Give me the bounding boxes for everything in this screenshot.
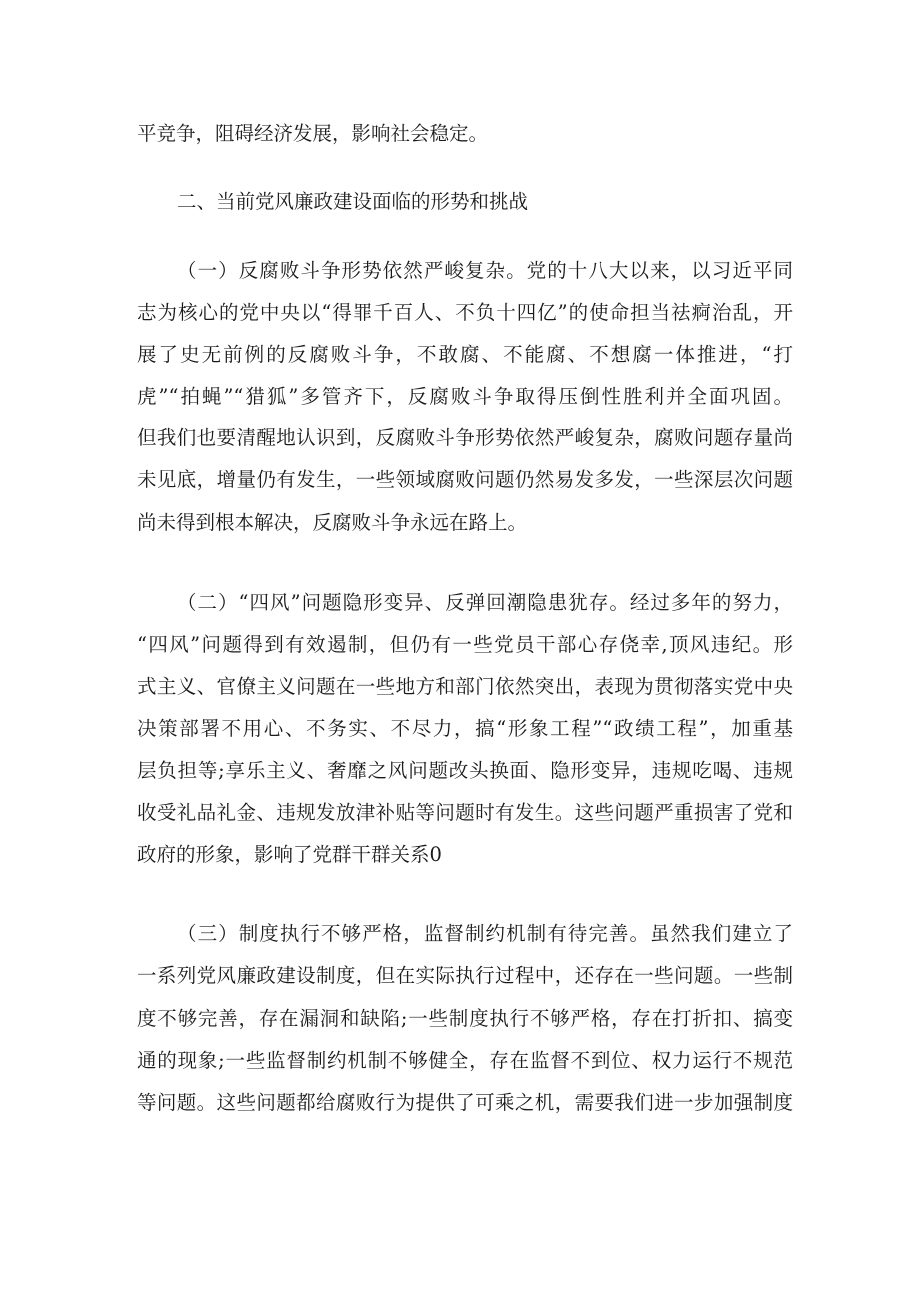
paragraph-line: 收受礼品礼金、违规发放津补贴等问题时有发生。这些问题严重损害了党和 bbox=[137, 801, 793, 824]
paragraph-line: （一）反腐败斗争形势依然严峻复杂。党的十八大以来，以习近平同 bbox=[177, 259, 793, 282]
paragraph-line: 通的现象;一些监督制约机制不够健全，存在监督不到位、权力运行不规范 bbox=[137, 1049, 793, 1072]
paragraph-line: 政府的形象，影响了党群干群关系0 bbox=[137, 843, 442, 866]
paragraph-line: “四风”问题得到有效遏制，但仍有一些党员干部心存侥幸,顶风违纪。形 bbox=[137, 633, 793, 656]
paragraph-line: 平竞争，阻碍经济发展，影响社会稳定。 bbox=[137, 122, 489, 145]
paragraph-line: 虎”“拍蝇”“猎狐”多管齐下，反腐败斗争取得压倒性胜利并全面巩固。 bbox=[137, 385, 793, 408]
section-heading: 二、当前党风廉政建设面临的形势和挑战 bbox=[177, 190, 529, 213]
paragraph-line: （二）“四风”问题隐形变异、反弹回潮隐患犹存。经过多年的努力， bbox=[177, 591, 793, 614]
paragraph-line: 展了史无前例的反腐败斗争，不敢腐、不能腐、不想腐一体推进，“打 bbox=[137, 343, 793, 366]
paragraph-line: 决策部署不用心、不务实、不尽力，搞“形象工程”“政绩工程”，加重基 bbox=[137, 717, 793, 740]
paragraph-line: 未见底，增量仍有发生，一些领域腐败问题仍然易发多发，一些深层次问题 bbox=[137, 468, 793, 491]
paragraph-line: 但我们也要清醒地认识到，反腐败斗争形势依然严峻复杂，腐败问题存量尚 bbox=[137, 426, 793, 449]
paragraph-line: （三）制度执行不够严格，监督制约机制有待完善。虽然我们建立了 bbox=[177, 922, 793, 945]
paragraph-line: 等问题。这些问题都给腐败行为提供了可乘之机，需要我们进一步加强制度 bbox=[137, 1091, 793, 1114]
paragraph-line: 式主义、官僚主义问题在一些地方和部门依然突出，表现为贯彻落实党中央 bbox=[137, 675, 793, 698]
paragraph-line: 层负担等;享乐主义、奢靡之风问题改头换面、隐形变异，违规吃喝、违规 bbox=[137, 759, 793, 782]
paragraph-line: 尚未得到根本解决，反腐败斗争永远在路上。 bbox=[137, 511, 528, 534]
paragraph-line: 度不够完善，存在漏洞和缺陷;一些制度执行不够严格，存在打折扣、搞变 bbox=[137, 1007, 793, 1030]
paragraph-line: 志为核心的党中央以“得罪千百人、不负十四亿”的使命担当祛痾治乱，开 bbox=[137, 301, 793, 324]
paragraph-line: 一系列党风廉政建设制度，但在实际执行过程中，还存在一些问题。一些制 bbox=[137, 964, 793, 987]
